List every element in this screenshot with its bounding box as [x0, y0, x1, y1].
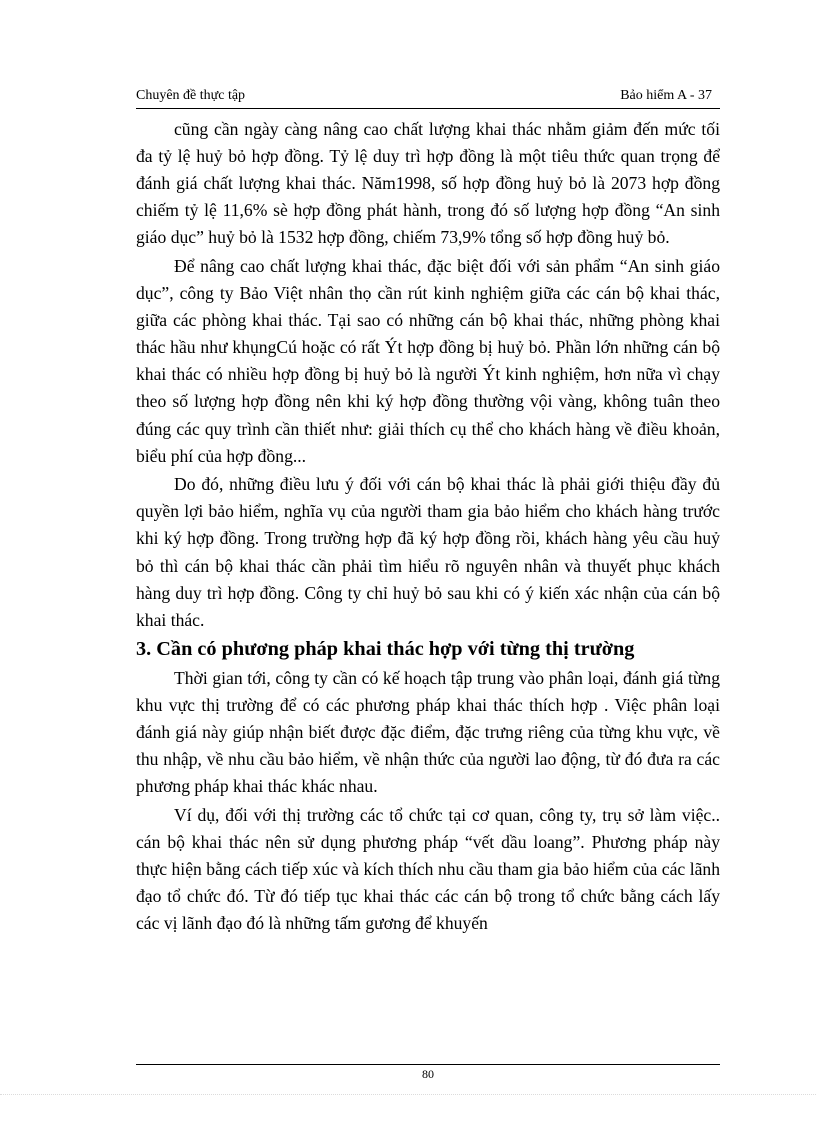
page-header: [136, 86, 720, 109]
paragraph: Ví dụ, đối với thị trường các tổ chức tại cơ quan, công ty, trụ sở làm việc.. cán bộ khai thác nên sử dụng phương pháp “vết dầu loang”. Phương pháp này thực hiện bằng cách tiếp xúc và kích thích nhu cầu tham gia bảo hiểm của các lãnh đạo tổ chức đó. Từ đó tiếp tục khai thác các cán bộ trong tổ chức bằng cách lấy các vị lãnh đạo đó là những tấm gương để khuyến: [136, 804, 720, 934]
paragraph: Để nâng cao chất lượng khai thác, đặc biệt đối với sản phẩm “An sinh giáo dục”, công ty Bảo Việt nhân thọ cần rút kinh nghiệm giữa các cán bộ khai thác, giữa các phòng khai thác. Tại sao có những cán bộ khai thác, những phòng khai thác hầu như khụngCú hoặc có rất Ýt hợp đồng bị huỷ bỏ. Phần lớn những cán bộ khai thác có nhiều hợp đồng bị huỷ bỏ là người Ýt kinh nghiệm, hơn nữa vì chạy theo số lượng hợp đồng nên khi ký hợp đồng thường vội vàng, không tuân theo đúng các quy trình cần thiết như: giải thích cụ thể cho khách hàng về điều khoản, biểu phí của hợp đồng...: [136, 255, 720, 466]
header-document-type: Chuyên đề thực tập: [136, 88, 246, 103]
footer-rule: [136, 1064, 720, 1065]
paragraph-continued: cũng cần ngày càng nâng cao chất lượng khai thác nhằm giảm đến mức tối đa tỷ lệ huỷ bỏ hợp đồng. Tỷ lệ duy trì hợp đồng là một tiêu thức quan trọng để đánh giá chất lượng khai thác. Năm1998, số hợp đồng huỷ bỏ là 2073 hợp đồng chiếm tỷ lệ 11,6% sè hợp đồng phát hành, trong đó số lượng hợp đồng “An sinh giáo dục” huỷ bỏ là 1532 hợp đồng, chiếm 73,9% tổng số hợp đồng huỷ bỏ.: [136, 119, 720, 248]
header-class-label: Bảo hiểm A - 37: [620, 88, 712, 103]
paragraph: Do đó, những điều lưu ý đối với cán bộ khai thác là phải giới thiệu đầy đủ quyền lợi bảo hiểm, nghĩa vụ của người tham gia bảo hiểm cho khách hàng trước khi ký hợp đồng. Trong trường hợp đã ký hợp đồng rồi, khách hàng yêu cầu huỷ bỏ thì cán bộ khai thác cần phải tìm hiểu rõ nguyên nhân và thuyết phục khách hàng duy trì hợp đồng. Công ty chỉ huỷ bỏ sau khi có ý kiến xác nhận của cán bộ khai thác.: [136, 474, 720, 630]
section-heading: 3. Cần có phương pháp khai thác hợp với từng thị trường: [136, 638, 635, 661]
body-text: [136, 116, 720, 939]
page-number: 80: [422, 1067, 434, 1081]
paragraph: Thời gian tới, công ty cần có kế hoạch tập trung vào phân loại, đánh giá từng khu vực thị trường để có các phương pháp khai thác thích hợp . Việc phân loại đánh giá này giúp nhận biết được đặc điểm, đặc trưng riêng của từng khu vực, về thu nhập, về nhu cầu bảo hiểm, về nhận thức của người lao động, từ đó đưa ra các phương pháp khai thác khác nhau.: [136, 667, 720, 797]
page-bottom-edge: [0, 1094, 816, 1123]
